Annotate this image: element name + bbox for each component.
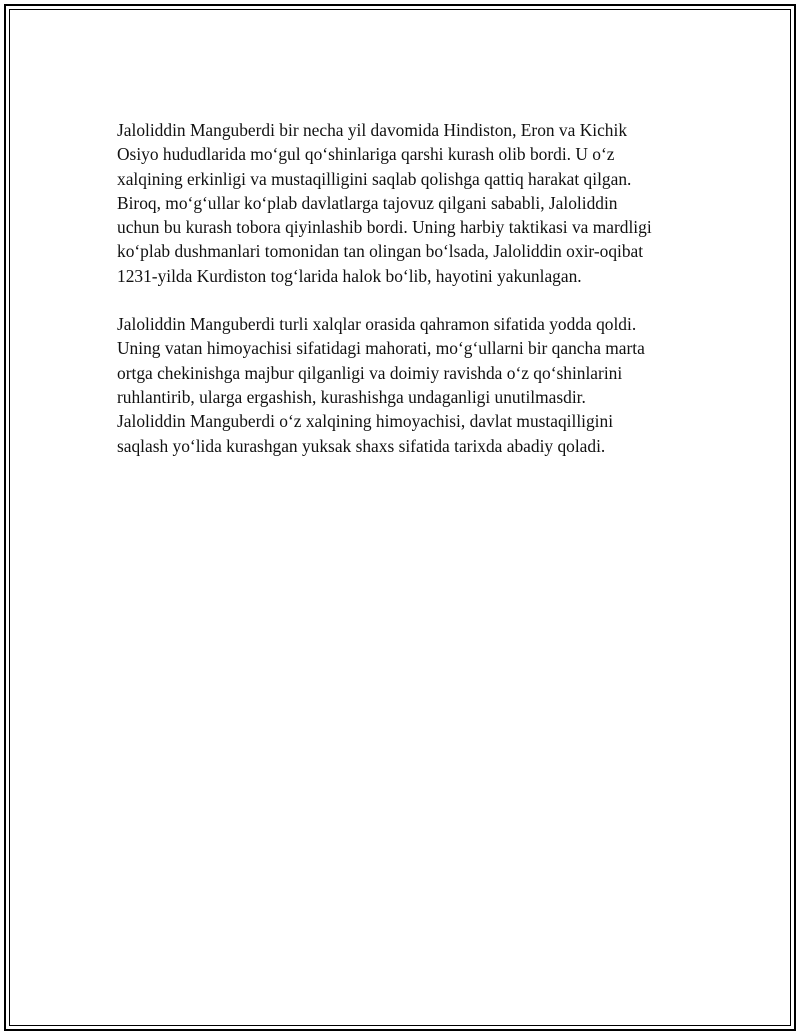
paragraph-line: Jaloliddin Manguberdi turli xalqlar orasida qahramon sifatida yodda qoldi. (117, 314, 637, 335)
paragraph-line: Biroq, moʻgʻullar koʻplab davlatlarga tajovuz qilgani sababli, Jaloliddin (117, 192, 618, 213)
paragraph-line: Jaloliddin Manguberdi bir necha yil davomida Hindiston, Eron va Kichik (117, 120, 628, 140)
paragraph-1 (117, 118, 697, 288)
document-body (117, 118, 697, 482)
paragraph-line: Osiyo hududlarida moʻgul qoʻshinlariga qarshi kurash olib bordi. U oʻz (117, 144, 615, 165)
paragraph-line: saqlash yoʻlida kurashgan yuksak shaxs sifatida tarixda abadiy qoladi. (117, 435, 606, 456)
paragraph-line: 1231-yilda Kurdiston togʻlarida halok boʻlib, hayotini yakunlagan. (117, 265, 582, 286)
paragraph-line: ortga chekinishga majbur qilganligi va doimiy ravishda oʻz qoʻshinlarini (117, 362, 623, 383)
paragraph-line: uchun bu kurash tobora qiyinlashib bordi. Uning harbiy taktikasi va mardligi (117, 217, 652, 238)
paragraph-line: xalqining erkinligi va mustaqilligini saqlab qolishga qattiq harakat qilgan. (117, 168, 632, 189)
paragraph-line: Jaloliddin Manguberdi oʻz xalqining himoyachisi, davlat mustaqilligini (117, 411, 614, 432)
paragraph-line: Uning vatan himoyachisi sifatidagi mahorati, moʻgʻullarni bir qancha marta (117, 338, 645, 359)
paragraph-line: koʻplab dushmanlari tomonidan tan olingan boʻlsada, Jaloliddin oxir-oqibat (117, 241, 644, 262)
paragraph-2 (117, 312, 697, 458)
paragraph-line: ruhlantirib, ularga ergashish, kurashishga undaganligi unutilmasdir. (117, 386, 586, 407)
